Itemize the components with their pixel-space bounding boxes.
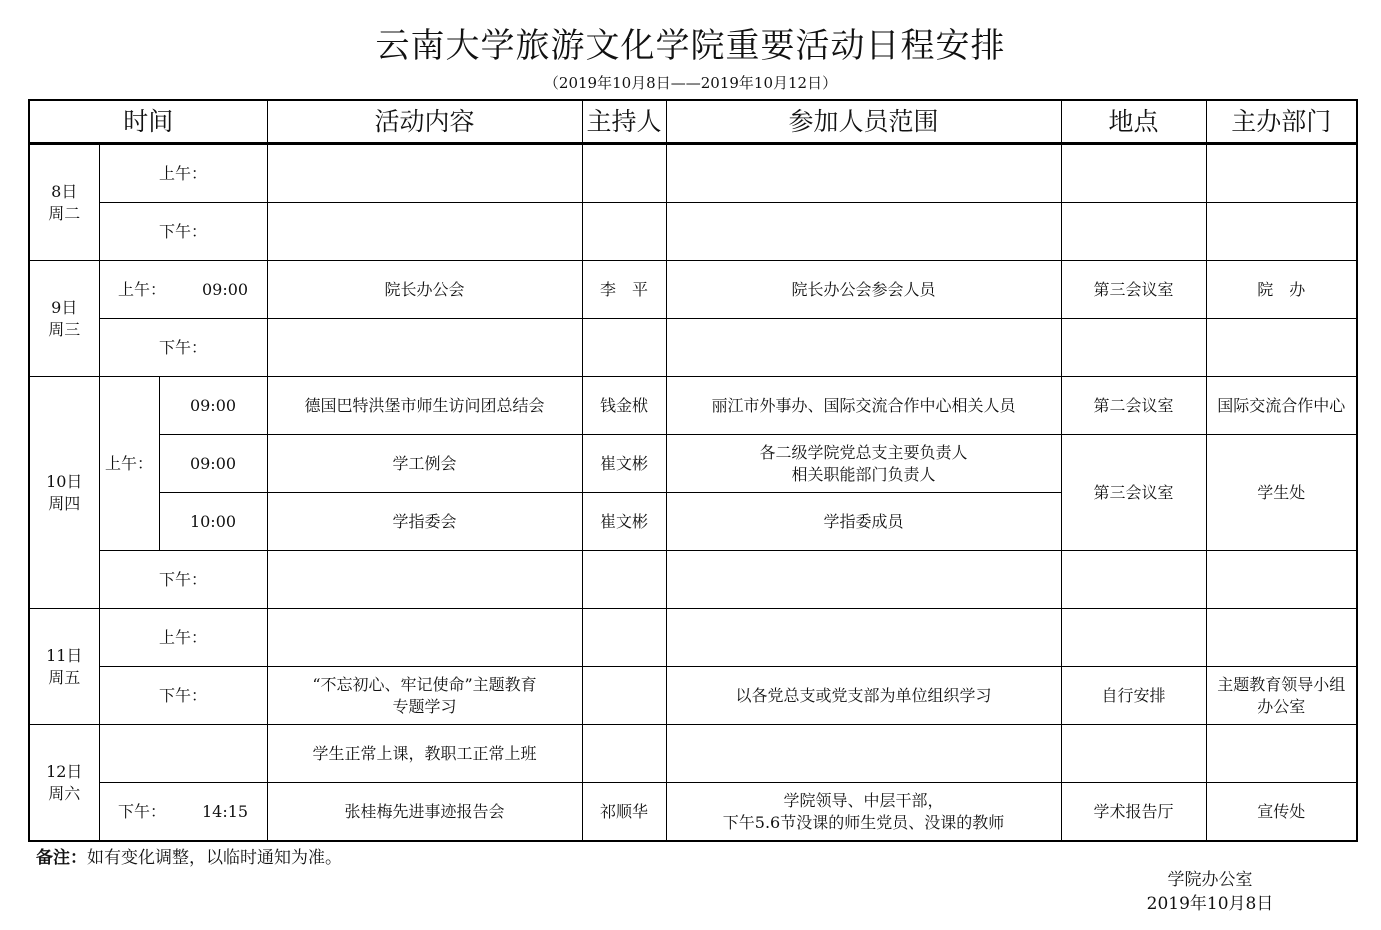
participants-line: 学院领导、中层干部， (783, 790, 944, 810)
day-weekday: 周四 (48, 493, 81, 513)
table-row (29, 144, 1357, 203)
slot-am (99, 261, 267, 319)
slot-pm: 下午： (99, 667, 267, 725)
table-row (29, 725, 1357, 783)
participants-cell (666, 319, 1061, 377)
organizer-cell (1206, 609, 1357, 667)
location-cell (1061, 609, 1206, 667)
day-date: 10日 (46, 471, 83, 491)
participants-cell (666, 609, 1061, 667)
header-host: 主持人 (582, 100, 666, 144)
table-row (29, 377, 1357, 435)
day-weekday: 周六 (48, 783, 81, 803)
slot-pm: 下午： (99, 551, 267, 609)
slot-label: 下午： (117, 801, 166, 821)
remark (36, 843, 342, 868)
organizer-cell (1206, 725, 1357, 783)
slot-empty (99, 725, 267, 783)
day-date: 12日 (46, 761, 83, 781)
slot-am: 上午： (99, 144, 267, 203)
participants-cell (666, 203, 1061, 261)
content-cell (267, 551, 582, 609)
content-cell (267, 319, 582, 377)
slot-am: 上午： (99, 377, 159, 551)
host-cell (582, 319, 666, 377)
day-cell (29, 725, 99, 842)
host-cell: 李 平 (582, 261, 666, 319)
location-cell: 自行安排 (1061, 667, 1206, 725)
participants-cell: 丽江市外事办、国际交流合作中心相关人员 (666, 377, 1061, 435)
location-cell (1061, 144, 1206, 203)
remark-label: 备注： (36, 848, 87, 868)
participants-cell (666, 435, 1061, 493)
participants-line: 各二级学院党总支主要负责人 (759, 442, 968, 462)
content-cell: 院长办公会 (267, 261, 582, 319)
table-row (29, 783, 1357, 842)
content-cell: 张桂梅先进事迹报告会 (267, 783, 582, 842)
organizer-cell: 学生处 (1206, 435, 1357, 551)
day-weekday: 周二 (48, 203, 81, 223)
organizer-cell: 院 办 (1206, 261, 1357, 319)
participants-cell: 学指委成员 (666, 493, 1061, 551)
participants-line: 相关职能部门负责人 (791, 464, 936, 484)
remark-text: 如有变化调整，以临时通知为准。 (87, 848, 342, 868)
table-row (29, 261, 1357, 319)
header-row (29, 100, 1357, 144)
host-cell (582, 144, 666, 203)
organizer-cell (1206, 144, 1357, 203)
host-cell (582, 667, 666, 725)
location-cell: 学术报告厅 (1061, 783, 1206, 842)
content-cell (267, 144, 582, 203)
organizer-cell (1206, 319, 1357, 377)
slot-label: 上午： (117, 279, 166, 299)
participants-line: 下午5.6节没课的师生党员、没课的教师 (722, 812, 1005, 832)
day-date: 11日 (46, 645, 83, 665)
event-time: 09:00 (159, 435, 267, 493)
location-cell (1061, 725, 1206, 783)
participants-cell: 院长办公会参会人员 (666, 261, 1061, 319)
location-cell (1061, 203, 1206, 261)
event-time: 14:15 (201, 801, 249, 821)
participants-cell: 以各党总支或党支部为单位组织学习 (666, 667, 1061, 725)
day-date: 9日 (51, 297, 78, 317)
table-row (29, 435, 1357, 493)
content-cell (267, 667, 582, 725)
event-time: 10:00 (159, 493, 267, 551)
table-row (29, 609, 1357, 667)
header-time: 时间 (29, 100, 267, 144)
host-cell: 祁顺华 (582, 783, 666, 842)
participants-cell (666, 144, 1061, 203)
issuing-office: 学院办公室 (1167, 870, 1253, 890)
participants-cell (666, 725, 1061, 783)
organizer-cell (1206, 551, 1357, 609)
host-cell (582, 725, 666, 783)
host-cell: 崔文彬 (582, 493, 666, 551)
host-cell (582, 203, 666, 261)
organizer-cell (1206, 667, 1357, 725)
day-weekday: 周三 (48, 319, 81, 339)
organizer-cell (1206, 203, 1357, 261)
issue-date: 2019年10月8日 (1146, 894, 1274, 914)
slot-am: 上午： (99, 609, 267, 667)
organizer-line: 主题教育领导小组 (1217, 674, 1346, 694)
content-line: “不忘初心、牢记使命”主题教育 (312, 674, 537, 694)
table-row (29, 667, 1357, 725)
location-cell: 第三会议室 (1061, 435, 1206, 551)
slot-pm: 下午： (99, 319, 267, 377)
day-cell (29, 377, 99, 609)
organizer-cell: 宣传处 (1206, 783, 1357, 842)
table-row (29, 203, 1357, 261)
location-cell (1061, 319, 1206, 377)
organizer-cell: 国际交流合作中心 (1206, 377, 1357, 435)
table-row (29, 551, 1357, 609)
day-date: 8日 (51, 181, 78, 201)
content-line: 专题学习 (392, 696, 457, 716)
content-cell (267, 203, 582, 261)
slot-pm: 下午： (99, 203, 267, 261)
day-cell (29, 609, 99, 725)
content-cell: 德国巴特洪堡市师生访问团总结会 (267, 377, 582, 435)
location-cell (1061, 551, 1206, 609)
day-weekday: 周五 (48, 667, 81, 687)
content-cell (267, 609, 582, 667)
event-time: 09:00 (201, 279, 249, 299)
host-cell (582, 551, 666, 609)
table-row (29, 319, 1357, 377)
participants-cell (666, 551, 1061, 609)
host-cell: 钱金栿 (582, 377, 666, 435)
day-cell (29, 144, 99, 261)
location-cell: 第二会议室 (1061, 377, 1206, 435)
content-cell: 学指委会 (267, 493, 582, 551)
event-time: 09:00 (159, 377, 267, 435)
host-cell (582, 609, 666, 667)
content-cell: 学生正常上课，教职工正常上班 (267, 725, 582, 783)
participants-cell (666, 783, 1061, 842)
page-title: 云南大学旅游文化学院重要活动日程安排 (375, 26, 1006, 66)
header-content: 活动内容 (267, 100, 582, 144)
organizer-line: 办公室 (1257, 696, 1306, 716)
location-cell: 第三会议室 (1061, 261, 1206, 319)
content-cell: 学工例会 (267, 435, 582, 493)
header-organizer: 主办部门 (1206, 100, 1357, 144)
day-cell (29, 261, 99, 377)
signature-block (1120, 868, 1300, 916)
slot-pm (99, 783, 267, 842)
header-location: 地点 (1061, 100, 1206, 144)
host-cell: 崔文彬 (582, 435, 666, 493)
header-participants: 参加人员范围 (666, 100, 1061, 144)
date-range: （2019年10月8日——2019年10月12日） (543, 74, 838, 92)
schedule-table (28, 99, 1358, 842)
